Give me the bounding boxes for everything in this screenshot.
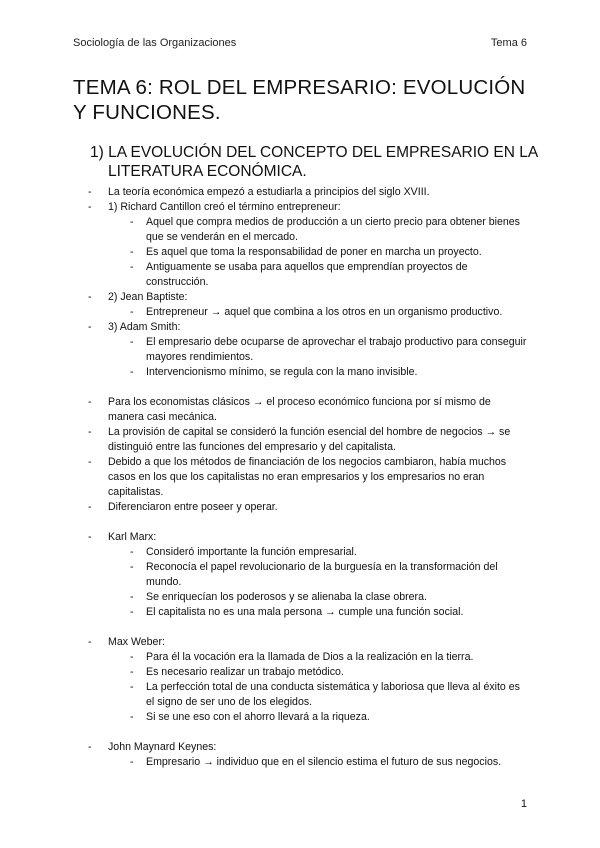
bullet-text: 1) Richard Cantillon creó el término entrepreneur:	[108, 201, 341, 213]
bullet-item	[88, 320, 528, 380]
sub-bullet-list	[108, 305, 528, 320]
sub-bullet-item: - Reconocía el papel revolucionario de la burguesía en la transformación del mundo.	[128, 560, 528, 590]
bullet-item	[88, 395, 528, 425]
bullet-text: La provisión de capital se consideró la función esencial del hombre de negocios → se distinguió entre las funciones del empresario y del capitalista.	[108, 426, 511, 453]
sub-bullet-list	[108, 335, 528, 380]
bullet-list	[88, 395, 528, 515]
bullet-item	[88, 455, 528, 500]
block-spacer	[88, 725, 528, 740]
notes-content	[88, 185, 528, 770]
bullet-text: Max Weber:	[108, 636, 165, 648]
bullet-item	[88, 500, 528, 515]
bullet-item	[88, 290, 528, 320]
bullet-list	[88, 185, 528, 380]
sub-bullet-item: - Se enriquecían los poderosos y se alienaba la clase obrera.	[128, 590, 528, 605]
block-spacer	[88, 380, 528, 395]
sub-bullet-item: - Antiguamente se usaba para aquellos que emprendían proyectos de construcción.	[128, 260, 528, 290]
sub-bullet-item: - Es necesario realizar un trabajo metódico.	[128, 665, 528, 680]
bullet-item	[88, 635, 528, 725]
sub-bullet-list	[108, 215, 528, 290]
bullet-text: Diferenciaron entre poseer y operar.	[108, 501, 278, 513]
sub-bullet-item: - El capitalista no es una mala persona → cumple una función social.	[128, 605, 528, 620]
bullet-text: 2) Jean Baptiste:	[108, 291, 188, 303]
bullet-item	[88, 740, 528, 770]
bullet-text: John Maynard Keynes:	[108, 741, 217, 753]
sub-bullet-item: - La perfección total de una conducta sistemática y laboriosa que lleva al éxito es el signo de ser uno de los elegidos.	[128, 680, 528, 710]
bullet-item	[88, 200, 528, 290]
bullet-list	[88, 635, 528, 725]
page-number: 1	[520, 798, 527, 810]
sub-bullet-list	[108, 650, 528, 725]
sub-bullet-item: - Empresario → individuo que en el silencio estima el futuro de sus negocios.	[128, 755, 528, 770]
bullet-list	[88, 740, 528, 770]
sub-bullet-list	[108, 545, 528, 620]
sub-bullet-item: - Aquel que compra medios de producción a un cierto precio para obtener bienes que se venderán en el mercado.	[128, 215, 528, 245]
sub-bullet-item: - El empresario debe ocuparse de aprovechar el trabajo productivo para conseguir mayores rendimientos.	[128, 335, 528, 365]
bullet-text: Para los economistas clásicos → el proceso económico funciona por sí mismo de manera casi mecánica.	[108, 396, 491, 423]
bullet-text: 3) Adam Smith:	[108, 321, 181, 333]
bullet-item	[88, 185, 528, 200]
sub-bullet-item: - Consideró importante la función empresarial.	[128, 545, 528, 560]
sub-bullet-item: - Es aquel que toma la responsabilidad de poner en marcha un proyecto.	[128, 245, 528, 260]
bullet-list	[88, 530, 528, 620]
page-title: TEMA 6: ROL DEL EMPRESARIO: EVOLUCIÓN Y FUNCIONES.	[73, 76, 526, 124]
sub-bullet-item: - Para él la vocación era la llamada de Dios a la realización en la tierra.	[128, 650, 528, 665]
block-spacer	[88, 620, 528, 635]
sub-bullet-item: - Entrepreneur → aquel que combina a los otros en un organismo productivo.	[128, 305, 528, 320]
bullet-item	[88, 425, 528, 455]
header-topic: Tema 6	[490, 37, 527, 49]
header-course-title: Sociología de las Organizaciones	[73, 37, 237, 49]
sub-bullet-list	[108, 755, 528, 770]
bullet-text: Karl Marx:	[108, 531, 157, 543]
sub-bullet-item: - Si se une eso con el ahorro llevará a la riqueza.	[128, 710, 528, 725]
bullet-text: La teoría económica empezó a estudiarla a principios del siglo XVIII.	[108, 186, 430, 198]
bullet-text: Debido a que los métodos de financiación de los negocios cambiaron, había muchos casos en los que los capitalistas no eran empresarios y los empresarios no eran capitalistas.	[108, 456, 507, 498]
block-spacer	[88, 515, 528, 530]
sub-bullet-item: - Intervencionismo mínimo, se regula con la mano invisible.	[128, 365, 528, 380]
section-title: 1) LA EVOLUCIÓN DEL CONCEPTO DEL EMPRESARIO EN LA LITERATURA ECONÓMICA.	[90, 144, 538, 180]
bullet-item	[88, 530, 528, 620]
